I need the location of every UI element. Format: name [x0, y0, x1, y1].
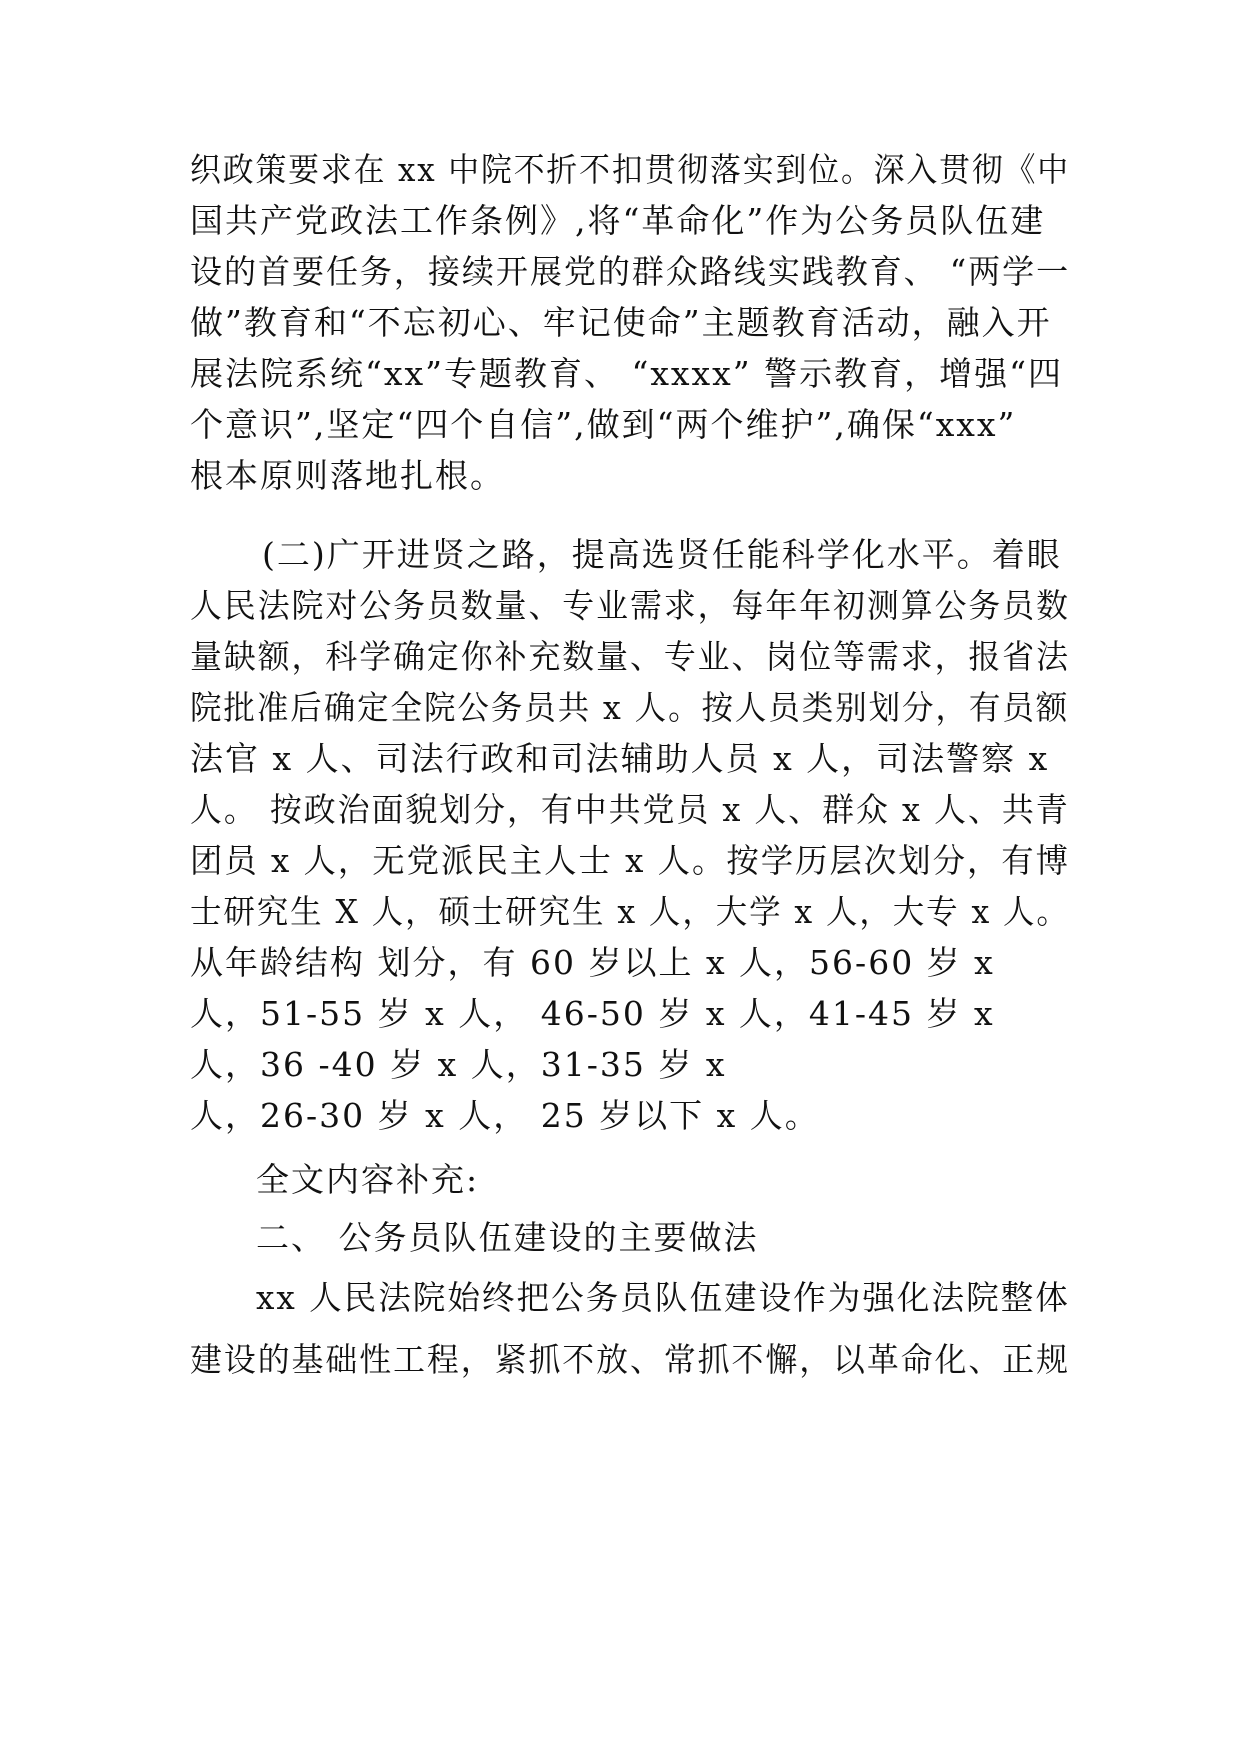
paragraph-2-line-12: 人，26-30 岁 x 人， 25 岁以下 x 人。 [190, 1096, 820, 1135]
section-heading: 二、 公务员队伍建设的主要做法 [256, 1218, 759, 1257]
paragraph-3-line-1: xx 人民法院始终把公务员队伍建设作为强化法院整体 [256, 1278, 1070, 1317]
paragraph-2-line-4: 院批准后确定全院公务员共 x 人。按人员类别划分，有员额 [190, 688, 1070, 727]
paragraph-2-line-10: 人，51-55 岁 x 人， 46-50 岁 x 人，41-45 岁 x [190, 994, 995, 1033]
paragraph-2-line-3: 量缺额，科学确定你补充数量、专业、岗位等需求，报省法 [190, 637, 1070, 676]
paragraph-1-line-3: 设的首要任务，接续开展党的群众路线实践教育、 “两学一 [190, 252, 1071, 291]
paragraph-2-line-1: (二)广开进贤之路，提高选贤任能科学化水平。着眼 [262, 535, 1062, 574]
paragraph-2-line-6: 人。 按政治面貌划分，有中共党员 x 人、群众 x 人、共青 [190, 790, 1070, 829]
paragraph-1-line-1: 织政策要求在 xx 中院不折不扣贯彻落实到位。深入贯彻《中 [190, 150, 1071, 189]
paragraph-3-line-2: 建设的基础性工程，紧抓不放、常抓不懈，以革命化、正规 [190, 1340, 1070, 1379]
paragraph-1-line-7: 根本原则落地扎根。 [190, 456, 505, 495]
paragraph-2-line-8: 士研究生 X 人，硕士研究生 x 人，大学 x 人，大专 x 人。 [190, 892, 1070, 931]
supplement-label: 全文内容补充: [256, 1160, 480, 1199]
paragraph-2-line-5: 法官 x 人、司法行政和司法辅助人员 x 人，司法警察 x [190, 739, 1050, 778]
paragraph-2-line-2: 人民法院对公务员数量、专业需求，每年年初测算公务员数 [190, 586, 1070, 625]
paragraph-2-line-9: 从年龄结构 划分，有 60 岁以上 x 人，56-60 岁 x [190, 943, 995, 982]
paragraph-2-line-7: 团员 x 人，无党派民主人士 x 人。按学历层次划分，有博 [190, 841, 1071, 880]
paragraph-1-line-6: 个意识”,坚定“四个自信”,做到“两个维护”,确保“xxx” [190, 405, 1017, 444]
paragraph-1-line-4: 做”教育和“不忘初心、牢记使命”主题教育活动，融入开 [190, 303, 1052, 342]
paragraph-1-line-5: 展法院系统“xx”专题教育、 “xxxx” 警示教育，增强“四 [190, 354, 1063, 393]
paragraph-2-line-11: 人，36 -40 岁 x 人，31-35 岁 x [190, 1045, 727, 1084]
paragraph-1-line-2: 国共产党政法工作条例》,将“革命化”作为公务员队伍建 [190, 201, 1046, 240]
